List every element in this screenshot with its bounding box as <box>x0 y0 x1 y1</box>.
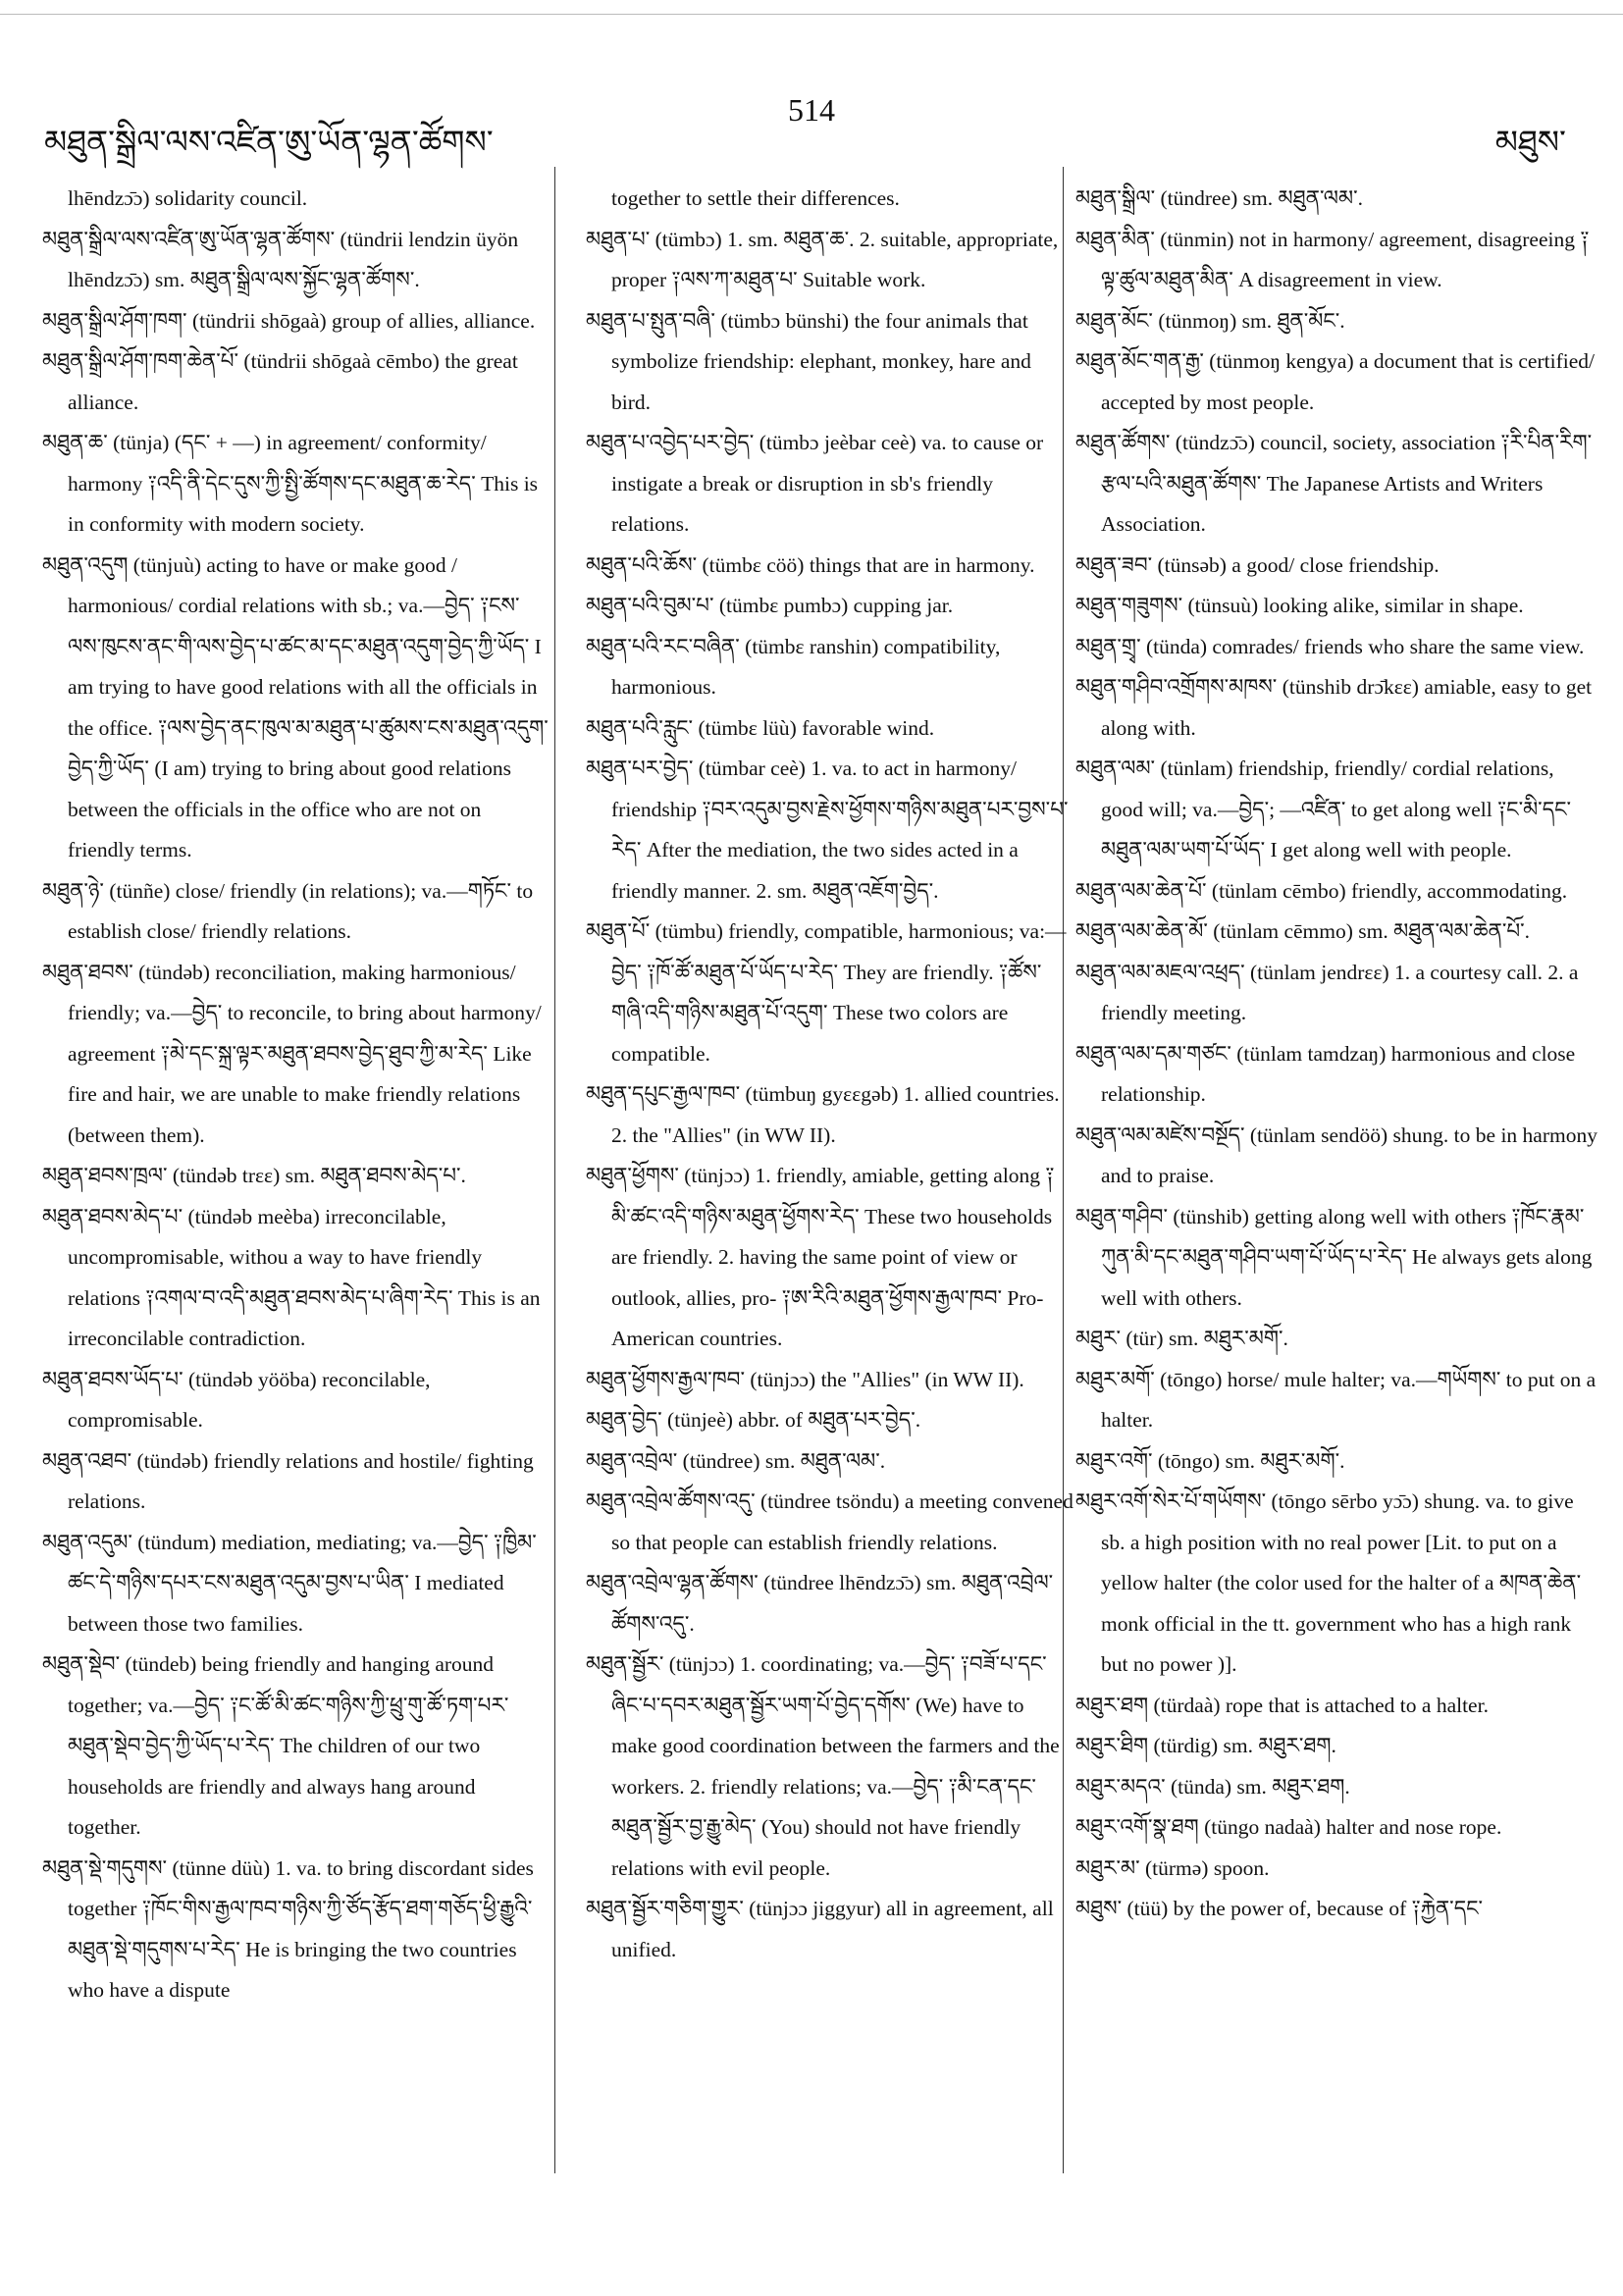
header-guide-word-left: མཐུན་སྒྲིལ་ལས་འཛིན་ཨུ་ཡོན་ལྷན་ཚོགས་ <box>44 126 494 161</box>
dictionary-entry: མཐུན་གཤིབ་འགྲོགས་མཁས་ (tünshib drɔ̄kɛɛ) amiable, easy to get along with. <box>1075 675 1593 740</box>
dictionary-entry: མཐུན་ཕྱོགས་ (tünjɔɔ) 1. friendly, amiable, getting along ༑མི་ཚང་འདི་གཉིས་མཐུན་ཕྱོགས་རེད་ These two households are friendly. 2. having the same point of view or outlook, allies, pro- ༑ཨ་རིའི་མཐུན་ཕྱོགས་རྒྱལ་ཁབ་ Pro-American countries. <box>586 1164 1055 1350</box>
dictionary-entry: མཐུན་འབྲེལ་ལྷན་ཚོགས་ (tündree lhēndzɔ̄ɔ) sm. མཐུན་འབྲེལ་ཚོགས་འདུ་. <box>586 1571 1054 1636</box>
dictionary-entry: མཐུན་སྒྲིལ་ཤོག་ཁག་ཆེན་པོ་ (tündrii shōgaà cēmbo) the great alliance. <box>42 349 518 414</box>
dictionary-entry: མཐུན་པ་འབྱེད་པར་བྱེད་ (tümbɔ jeèbar ceè) va. to cause or instigate a break or disruption in sb's friendly relations. <box>586 431 1044 536</box>
dictionary-entry: མཐུན་པའི་བུམ་པ་ (tümbɛ pumbɔ) cupping jar. <box>586 594 954 617</box>
page-number: 514 <box>788 92 835 128</box>
dictionary-entry: མཐུན་སྒྲིལ་ཤོག་ཁག་ (tündrii shōgaà) group of allies, alliance. <box>42 308 536 333</box>
dictionary-entry: མཐུར་མ་ (türmə) spoon. <box>1075 1855 1270 1880</box>
dictionary-entry: མཐུན་གཤིབ་ (tünshib) getting along well with others ༑ཁོང་རྣམ་ཀུན་མི་དང་མཐུན་གཤིབ་ཡག་པོ་ཡོད་པ་རེད་ He always gets along well with others. <box>1075 1204 1593 1310</box>
dictionary-entry: མཐུན་ཚོགས་ (tündzɔ̄ɔ) council, society, association ༑རི་པིན་རིག་རྩལ་པའི་མཐུན་ཚོགས་ The Japanese Artists and Writers Association. <box>1075 431 1593 536</box>
dictionary-entry: མཐུན་ཟབ་ (tünsəb) a good/ close friendship. <box>1075 552 1440 577</box>
dictionary-entry: མཐུན་མིན་ (tünmin) not in harmony/ agreement, disagreeing ༑ལྟ་ཚུལ་མཐུན་མིན་ A disagreement in view. <box>1075 227 1590 291</box>
dictionary-entry: མཐུན་ལམ་དམ་གཙང་ (tünlam tamdzaŋ) harmonious and close relationship. <box>1075 1041 1576 1106</box>
dictionary-entry: མཐུན་སྡེབ་ (tündeb) being friendly and hanging around together; va.—བྱེད་ ༑ང་ཚོ་མི་ཚང་གཉིས་ཀྱི་ཕྲུ་གུ་ཚོ་ཏག་པར་མཐུན་སྡེབ་བྱེད་ཀྱི་ཡོད་པ་རེད་ The children of our two households are friendly and always hang around together. <box>42 1652 509 1839</box>
column-1 <box>42 179 550 2011</box>
dictionary-entry: མཐུན་སྦྱོར་གཅིག་གྱུར་ (tünjɔɔ jiggyur) all in agreement, all unified. <box>586 1897 1054 1961</box>
dictionary-entry: མཐུན་ཕྱོགས་རྒྱལ་ཁབ་ (tünjɔɔ) the "Allies" (in WW II). <box>586 1367 1024 1391</box>
column-2 <box>586 179 1073 1970</box>
dictionary-entry: མཐུན་པའི་རང་བཞིན་ (tümbɛ ranshin) compatibility, harmonious. <box>586 634 1001 699</box>
dictionary-entry: མཐུར་ཐག (türdaà) rope that is attached to a halter. <box>1075 1693 1489 1717</box>
dictionary-entry: མཐུན་དཔུང་རྒྱལ་ཁབ་ (tümbuŋ gyɛɛgəb) 1. allied countries. 2. the "Allies" (in WW II). <box>586 1082 1060 1147</box>
dictionary-entry: མཐུན་སྒྲིལ་ (tündree) sm. མཐུན་ལམ་. <box>1075 186 1363 210</box>
dictionary-entry: མཐུན་སྡེ་གདུགས་ (tünne düù) 1. va. to bring discordant sides together ༑ཁོང་གིས་རྒྱལ་ཁབ་གཉིས་ཀྱི་ཙོད་རྩོད་ཐག་གཅོད་ཕྱི་རྒྱུའི་མཐུན་སྡེ་གདུགས་པ་རེད་ He is bringing the two countries who have a dispute <box>42 1855 534 2002</box>
dictionary-entry: མཐུན་ཐབས་ (tündəb) reconciliation, making harmonious/ friendly; va.—བྱེད་ to reconcile, to bring about harmony/ agreement ༑མེ་དང་སྐྲ་ལྟར་མཐུན་ཐབས་བྱེད་ཐུབ་ཀྱི་མ་རེད་ Like fire and hair, we are unable to make friendly relations (between them). <box>42 960 542 1147</box>
dictionary-entry: མཐུན་པ་ (tümbɔ) 1. sm. མཐུན་ཆ་. 2. suitable, appropriate, proper ༑ལས་ཀ་མཐུན་པ་ Suitable work. <box>586 227 1059 291</box>
dictionary-entry: མཐུར་འགོ་ (tōngo) sm. མཐུར་མགོ་. <box>1075 1448 1345 1473</box>
scan-top-edge <box>0 14 1623 15</box>
dictionary-entry: མཐུན་བྱེད་ (tünjeè) abbr. of མཐུན་པར་བྱེད་. <box>586 1408 921 1432</box>
dictionary-entry: མཐུན་སྒྲིལ་ལས་འཛིན་ཨུ་ཡོན་ལྷན་ཚོགས་ (tündrii lendzin üyön lhēndzɔ̄ɔ) sm. མཐུན་སྒྲིལ་ལས་སྐྱོང་ལྷན་ཚོགས་. <box>42 227 519 291</box>
dictionary-entry: མཐུར་ཐིག (türdig) sm. མཐུར་ཐག. <box>1075 1734 1336 1757</box>
dictionary-entry: མཐུར་མདའ་ (tünda) sm. མཐུར་ཐག. <box>1075 1774 1350 1799</box>
dictionary-entry: མཐུན་འཐབ་ (tündəb) friendly relations and hostile/ fighting relations. <box>42 1448 534 1513</box>
column-3 <box>1075 179 1597 1930</box>
dictionary-entry: མཐུན་མོང་གན་རྒྱ་ (tünmoŋ kengya) a document that is certified/ accepted by most people. <box>1075 349 1595 414</box>
header-guide-word-right: མཐུས་ <box>1494 126 1566 161</box>
dictionary-entry: མཐུན་འདུག (tünjuù) acting to have or make good / harmonious/ cordial relations with sb.; va.—བྱེད་ ༑ངས་ལས་ཁུངས་ནང་གི་ལས་བྱེད་པ་ཚང་མ་དང་མཐུན་འདུག་བྱེད་ཀྱི་ཡོད་ I am trying to have good relations with all the officials in the office. ༑ལས་བྱེད་ནང་ཁུལ་མ་མཐུན་པ་ཚུམས་ངས་མཐུན་འདུག་བྱེད་ཀྱི་ཡོད་ (I am) trying to bring about good relations between the officials in the office who are not on friendly terms. <box>42 552 549 861</box>
dictionary-entry: མཐུན་ཉེ་ (tünñe) close/ friendly (in relations); va.—གཏོང་ to establish close/ friendly relations. <box>42 878 534 943</box>
dictionary-entry: མཐུན་ལམ་ཆེན་མོ་ (tünlam cēmmo) sm. མཐུན་ལམ་ཆེན་པོ་. <box>1075 919 1531 943</box>
dictionary-entry: together to settle their differences. <box>611 186 900 210</box>
dictionary-entry: མཐུར་མགོ་ (tōngo) horse/ mule halter; va.—གཡོགས་ to put on a halter. <box>1075 1367 1597 1432</box>
dictionary-entry: མཐུན་པའི་རླུང་ (tümbɛ lüù) favorable wind. <box>586 715 935 740</box>
dictionary-entry: མཐུན་ཆ་ (tünja) (དང་ + —) in agreement/ conformity/ harmony ༑འདི་ནི་དེང་དུས་ཀྱི་སྤྱི་ཚོགས་དང་མཐུན་ཆ་རེད་ This is in conformity with modern society. <box>42 431 539 536</box>
dictionary-entry: མཐུན་འབྲེལ་ (tündree) sm. མཐུན་ལམ་. <box>586 1448 886 1473</box>
dictionary-entry: མཐུན་མོང་ (tünmoŋ) sm. ཐུན་མོང་. <box>1075 308 1345 333</box>
dictionary-entry: མཐུར་འགོ་སེར་པོ་གཡོགས་ (tōngo sērbo yɔ̄ɔ) shung. va. to give sb. a high position with no real power [Lit. to put on a yellow halter (the color used for the halter of a མཁན་ཆེན་ monk official in the tt. government who has a high rank but no power )]. <box>1075 1489 1582 1676</box>
dictionary-entry: མཐུན་ཐབས་ཁྲལ་ (tündəb trɛɛ) sm. མཐུན་ཐབས་མེད་པ་. <box>42 1164 466 1187</box>
dictionary-entry: མཐུན་ལམ་མཛེས་བསྔོད་ (tünlam sendöö) shung. to be in harmony and to praise. <box>1075 1122 1597 1187</box>
dictionary-entry: མཐུན་པོ་ (tümbu) friendly, compatible, harmonious; va:—བྱེད་ ༑ཁོ་ཚོ་མཐུན་པོ་ཡོད་པ་རེད་ They are friendly. ༑ཚོས་གཞི་འདི་གཉིས་མཐུན་པོ་འདུག་ These two colors are compatible. <box>586 919 1067 1066</box>
dictionary-entry: མཐུར་ (tür) sm. མཐུར་མགོ་. <box>1075 1327 1288 1350</box>
column-divider <box>554 167 555 2173</box>
dictionary-entry: མཐུན་པར་བྱེད་ (tümbar ceè) 1. va. to act in harmony/ friendship ༑བར་འདུམ་བྱས་རྗེས་ཕྱོགས་གཉིས་མཐུན་པར་བྱས་པ་རེད་ After the mediation, the two sides acted in a friendly manner. 2. sm. མཐུན་འཇོག་བྱེད་. <box>586 757 1069 903</box>
dictionary-entry: མཐུན་པའི་ཆོས་ (tümbɛ cöö) things that are in harmony. <box>586 552 1035 577</box>
dictionary-entry: མཐུན་པ་སྤུན་བཞི་ (tümbɔ bünshi) the four animals that symbolize friendship: elephant, monkey, hare and bird. <box>586 308 1031 414</box>
dictionary-entry: lhēndzɔ̄ɔ) solidarity council. <box>68 186 308 210</box>
dictionary-entry: མཐུན་འདུམ་ (tündum) mediation, mediating; va.—བྱེད་ ༑ཁྱིམ་ཚང་དེ་གཉིས་དཔར་ངས་མཐུན་འདུམ་བྱས་པ་ཡིན་ I mediated between those two families. <box>42 1530 537 1636</box>
dictionary-entry: མཐུན་གྲྭ་ (tünda) comrades/ friends who share the same view. <box>1075 634 1585 658</box>
dictionary-entry: མཐུན་གཟུགས་ (tünsuù) looking alike, similar in shape. <box>1075 594 1524 617</box>
dictionary-entry: མཐུན་ཐབས་ཡོད་པ་ (tündəb yööba) reconcilable, compromisable. <box>42 1367 431 1432</box>
page-header <box>39 71 1584 161</box>
dictionary-entry: མཐུན་འབྲེལ་ཚོགས་འདུ་ (tündree tsöndu) a meeting convened so that people can establish friendly relations. <box>586 1489 1073 1554</box>
dictionary-entry: མཐུན་ལམ་མཇལ་འཕྲད་ (tünlam jendrɛɛ) 1. a courtesy call. 2. a friendly meeting. <box>1075 960 1579 1024</box>
dictionary-entry: མཐུན་ལམ་ཆེན་པོ་ (tünlam cēmbo) friendly, accommodating. <box>1075 878 1568 903</box>
dictionary-entry: མཐུན་ལམ་ (tünlam) friendship, friendly/ cordial relations, good will; va.—བྱེད་; —འཛིན་ to get along well ༑ང་མི་དང་མཐུན་ལམ་ཡག་པོ་ཡོད་ I get along well with people. <box>1075 757 1572 861</box>
dictionary-entry: མཐུར་འགོ་སྣ་ཐག (tüngo nadaà) halter and nose rope. <box>1075 1815 1502 1839</box>
dictionary-entry: མཐུན་ཐབས་མེད་པ་ (tündəb meèba) irreconcilable, uncompromisable, withou a way to have friendly relations ༑འགལ་བ་འདི་མཐུན་ཐབས་མེད་པ་ཞིག་རེད་ This is an irreconcilable contradiction. <box>42 1204 541 1350</box>
dictionary-entry: མཐུས་ (tüü) by the power of, because of ༑རྐྱེན་དང་ <box>1075 1897 1484 1920</box>
dictionary-entry: མཐུན་སྦྱོར་ (tünjɔɔ) 1. coordinating; va.—བྱེད་ ༑བཟོ་པ་དང་ཞིང་པ་དབར་མཐུན་སྦྱོར་ཡག་པོ་བྱེད་དགོས་ (We) have to make good coordination between the farmers and the workers. 2. friendly relations; va.—བྱེད་ ༑མི་ངན་དང་མཐུན་སྦྱོར་བྱ་རྒྱུ་མེད་ (You) should not have friendly relations with evil people. <box>586 1652 1060 1880</box>
